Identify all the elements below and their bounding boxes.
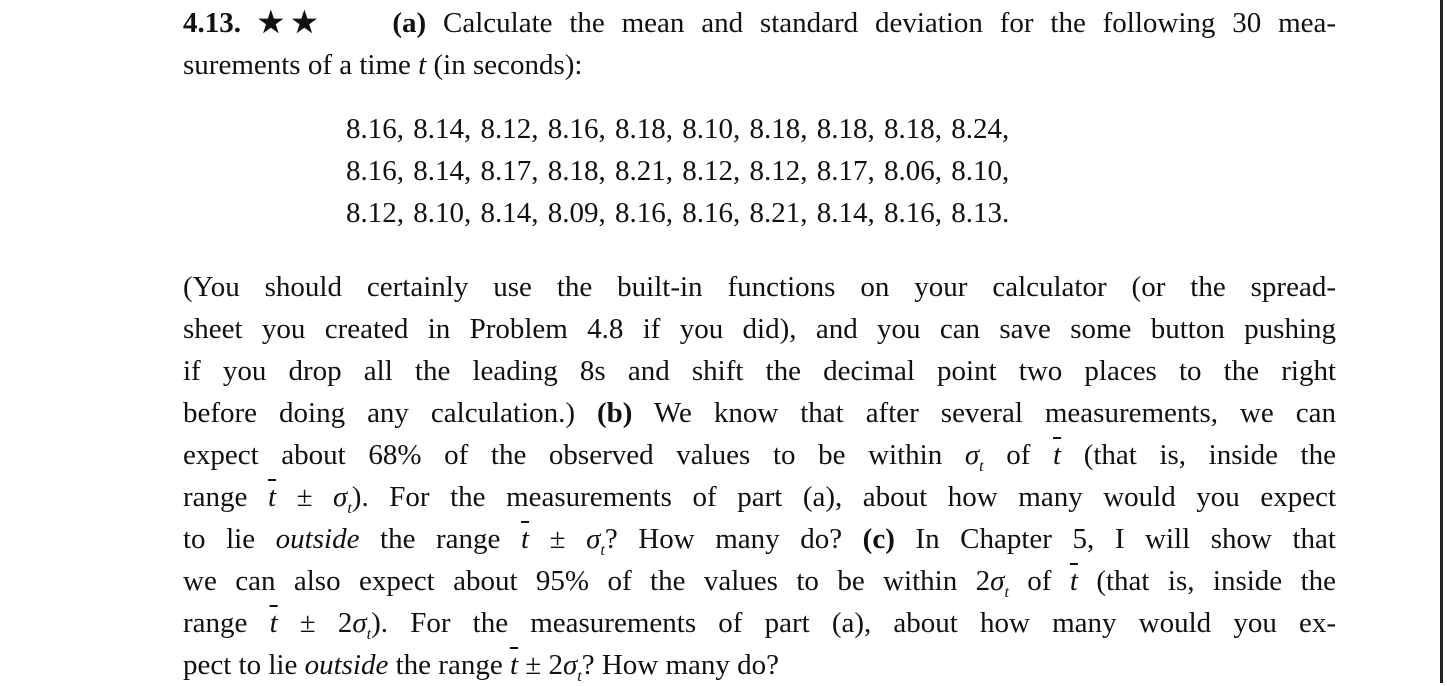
t-bar: $\overline{t}$ [1053,439,1062,471]
part-a-label: (a) [392,7,427,39]
problem-body [183,266,1336,686]
part-c-label: (c) [862,523,895,555]
intro-text-1: Calculate the mean and standard deviation for the following 30 mea- [443,7,1337,39]
body-line-7: to lie outside the range $\overline{t} \pm \sigma_t$? How many do? (c) In Chapter 5, I will show that [183,523,1336,559]
body-line-2: sheet you created in Problem 4.8 if you did), and you can save some button pushing [183,313,1336,345]
data-row-2: 8.16, 8.14, 8.17, 8.18, 8.21, 8.12, 8.12, 8.17, 8.06, 8.10, [346,155,1010,187]
difficulty-stars: ★★ [257,7,325,39]
body-line-3: if you drop all the leading 8s and shift the decimal point two places to the right [183,355,1336,387]
header-line-1 [183,2,1336,44]
body-line-10: pect to lie outside the range $\overline{t} \pm 2\sigma_t$? How many do? [183,649,780,685]
part-b-label: (b) [597,397,633,429]
body-line-8: we can also expect about 95% of the values to be within $2\sigma_t$ of $\overline{t}$ (that is, inside the [183,565,1336,601]
data-row-1: 8.16, 8.14, 8.12, 8.16, 8.18, 8.10, 8.18, 8.18, 8.18, 8.24, [346,113,1010,145]
problem-number: 4.13. [183,7,241,39]
time-variable: t [418,49,427,81]
body-line-1: (You should certainly use the built-in functions on your calculator (or the spread- [183,271,1336,303]
page-edge-divider [1440,0,1443,683]
measurement-data [346,108,1009,234]
body-line-9: range $\overline{t} \pm 2\sigma_t$). For the measurements of part (a), about how many would you ex- [183,607,1337,643]
problem-header [183,2,1336,86]
data-row-3: 8.12, 8.10, 8.14, 8.09, 8.16, 8.16, 8.21, 8.14, 8.16, 8.13. [346,197,1010,229]
body-line-5: expect about 68% of the observed values to be within $\sigma_t$ of $\overline{t}$ (that is, inside the [183,439,1336,475]
body-line-6: range $\overline{t} \pm \sigma_t$). For the measurements of part (a), about how many would you expect [183,481,1336,517]
header-line-2: surements of a time t (in seconds): [183,49,583,81]
body-line-4: before doing any calculation.) (b) We know that after several measurements, we can [183,397,1337,429]
